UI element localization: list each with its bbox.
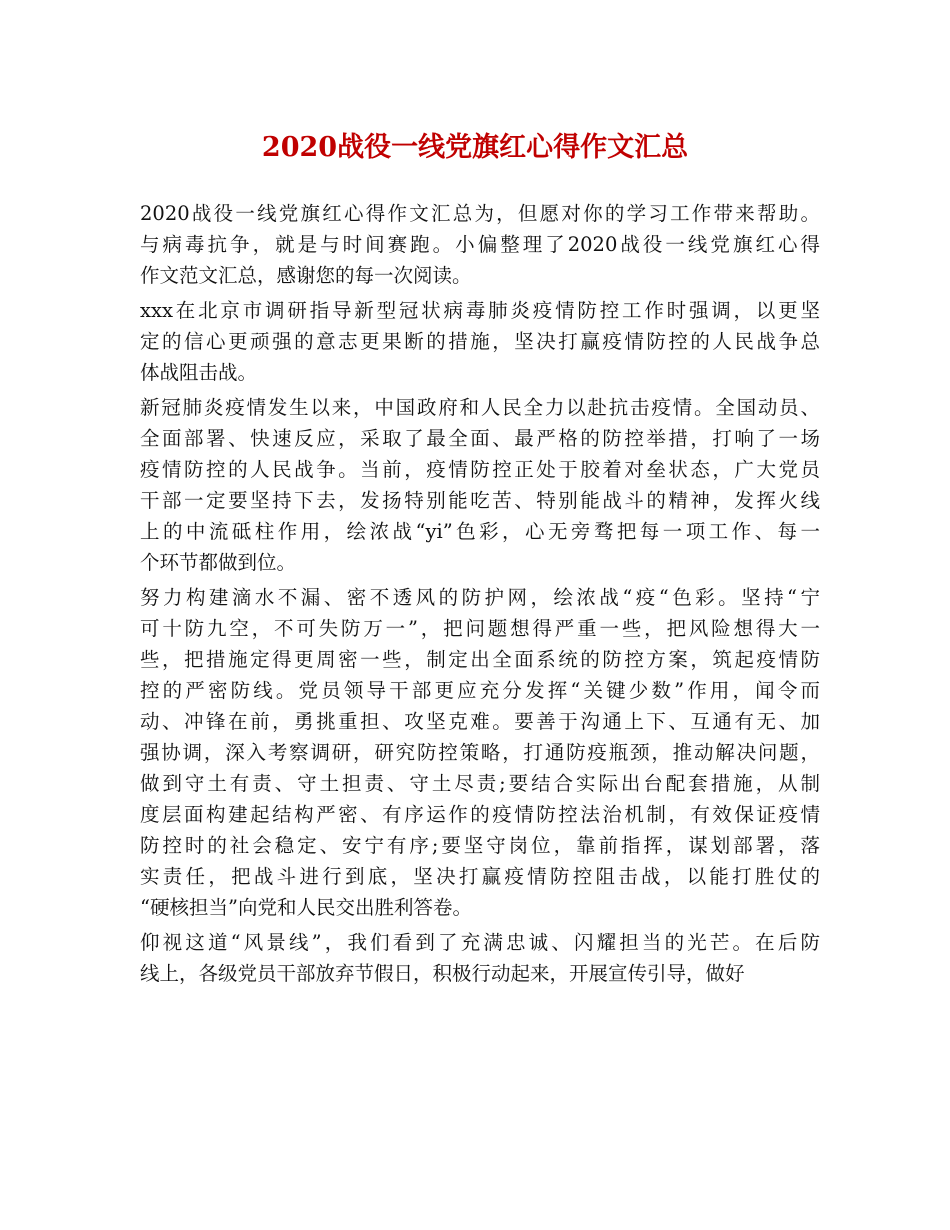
paragraph-line: 些，把措施定得更周密一些，制定出全面系统的防控方案，筑起疫情防 <box>140 648 820 671</box>
paragraph-line: 与病毒抗争，就是与时间赛跑。小偏整理了2020战役一线党旗红心得 <box>140 233 820 256</box>
paragraph-line: 上的中流砥柱作用，绘浓战“yi”色彩，心无旁骛把每一项工作、每一 <box>140 520 820 543</box>
paragraph-line: 新冠肺炎疫情发生以来，中国政府和人民全力以赴抗击疫情。全国动员、 <box>140 396 820 419</box>
paragraph-line: “硬核担当”向党和人民交出胜利答卷。 <box>140 896 472 919</box>
paragraph-line: 做到守土有责、守土担责、守土尽责;要结合实际出台配套措施，从制 <box>140 772 820 795</box>
paragraph-line: 努力构建滴水不漏、密不透风的防护网，绘浓战“疫“色彩。坚持“宁 <box>140 586 820 609</box>
paragraph-line: 定的信心更顽强的意志更果断的措施，坚决打赢疫情防控的人民战争总 <box>140 330 820 353</box>
paragraph-line: 实责任，把战斗进行到底，坚决打赢疫情防控阻击战，以能打胜仗的 <box>140 865 820 888</box>
paragraph-line: 体战阻击战。 <box>140 361 258 384</box>
paragraph <box>140 295 820 388</box>
paragraph-line: 可十防九空，不可失防万一”，把问题想得严重一些，把风险想得大一 <box>140 617 820 640</box>
paragraph-line: 全面部署、快速反应，采取了最全面、最严格的防控举措，打响了一场 <box>140 427 820 450</box>
paragraph <box>140 582 820 923</box>
paragraph-line: 动、冲锋在前，勇挑重担、攻坚克难。要善于沟通上下、互通有无、加 <box>140 710 820 733</box>
paragraph-line: 防控时的社会稳定、安宁有序;要坚守岗位，靠前指挥，谋划部署，落 <box>140 834 820 857</box>
paragraph-line: xxx在北京市调研指导新型冠状病毒肺炎疫情防控工作时强调，以更坚 <box>140 299 820 322</box>
paragraph-line: 作文范文汇总，感谢您的每一次阅读。 <box>140 264 472 287</box>
paragraph <box>140 392 820 578</box>
paragraph <box>140 198 820 291</box>
paragraph-line: 干部一定要坚持下去，发扬特别能吃苦、特别能战斗的精神，发挥火线 <box>140 489 820 512</box>
paragraph-line: 仰视这道“风景线”，我们看到了充满忠诚、闪耀担当的光芒。在后防 <box>140 931 820 954</box>
paragraph-line: 强协调，深入考察调研，研究防控策略，打通防疫瓶颈，推动解决问题， <box>140 741 820 764</box>
paragraph-line: 疫情防控的人民战争。当前，疫情防控正处于胶着对垒状态，广大党员 <box>140 458 820 481</box>
paragraph-line: 控的严密防线。党员领导干部更应充分发挥“关键少数”作用，闻令而 <box>140 679 820 702</box>
paragraph-line: 个环节都做到位。 <box>140 551 297 574</box>
paragraph <box>140 927 820 989</box>
document-title: 2020战役一线党旗红心得作文汇总 <box>261 132 689 163</box>
document-body <box>140 198 820 993</box>
paragraph-line: 度层面构建起结构严密、有序运作的疫情防控法治机制，有效保证疫情 <box>140 803 820 826</box>
paragraph-line: 线上，各级党员干部放弃节假日，积极行动起来，开展宣传引导，做好 <box>140 962 745 985</box>
paragraph-line: 2020战役一线党旗红心得作文汇总为，但愿对你的学习工作带来帮助。 <box>140 202 820 225</box>
